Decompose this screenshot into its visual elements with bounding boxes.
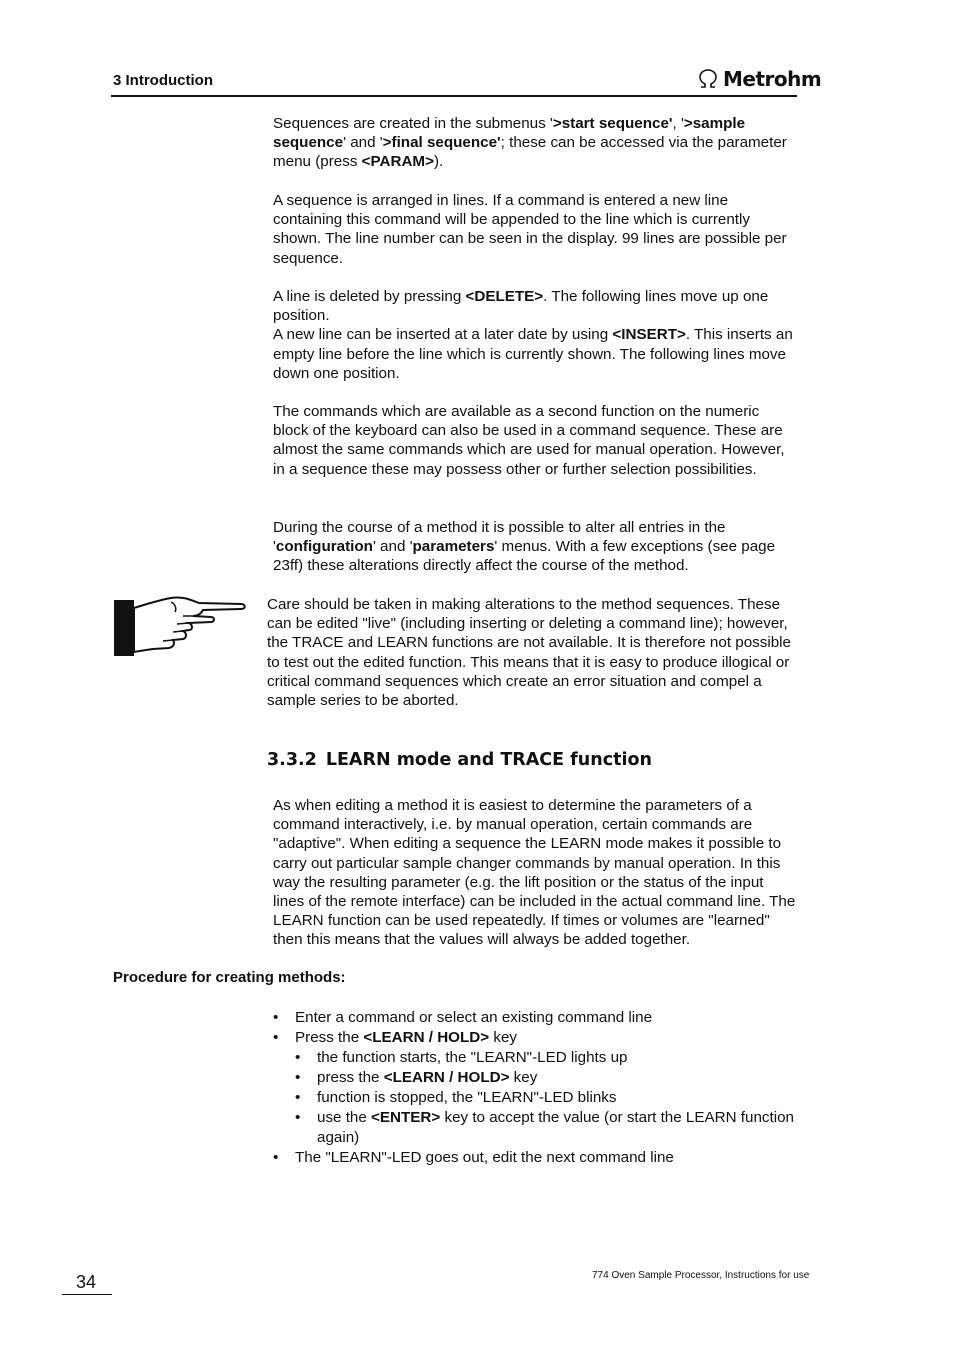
paragraph-delete-insert: A line is deleted by pressing <DELETE>. The following lines move up one position. A new line can be inserted at a later date by using <INSERT>. This inserts an empty line before the line which is currently shown. The following lines move down one position. xyxy=(273,288,793,382)
brand-logo xyxy=(697,66,821,92)
section-header: 3 Introduction xyxy=(113,72,213,89)
list-item: • press the <LEARN / HOLD> key xyxy=(295,1068,797,1088)
header-divider xyxy=(111,95,797,97)
paragraph-learn-mode: As when editing a method it is easiest to determine the parameters of a command interactively, i.e. by manual operation, certain commands are "adaptive". When editing a sequence the LEARN mode makes it possible to carry out particular sample changer commands by manual operation. In this way the resulting parameter (e.g. the lift position or the status of the input lines of the remote interface) can be included in the actual command line. The LEARN function can be used repeatedly. If times or volumes are "learned" then this means that the values will always be added together. xyxy=(273,797,796,949)
paragraph-alterations: During the course of a method it is possible to alter all entries in the 'configuration' and 'parameters' menus. With a few exceptions (see page 23ff) these alterations directly affect the course of the method. xyxy=(273,519,776,575)
paragraph-sequences: Sequences are created in the submenus '>start sequence', '>sample sequence' and '>final sequence'; these can be accessed via the parameter menu (press <PARAM>). xyxy=(273,115,787,171)
list-item: • Press the <LEARN / HOLD> key • the function starts, the "LEARN"-LED lights up • press the <LEARN / HOLD> key • function is stopped, the "LEARN"-LED blinks • use the <ENTER> key to accept the value (or start the LEARN function again) xyxy=(273,1028,797,1148)
list-item: • the function starts, the "LEARN"-LED lights up xyxy=(295,1048,797,1068)
procedure-list xyxy=(273,1008,797,1168)
procedure-title: Procedure for creating methods: xyxy=(113,969,346,986)
paragraph-lines: A sequence is arranged in lines. If a command is entered a new line containing this command will be appended to the line which is currently shown. The line number can be seen in the display. 99 lines are possible per sequence. xyxy=(273,192,787,267)
section-heading: 3.3.2 LEARN mode and TRACE function xyxy=(267,750,652,770)
pointing-hand-icon xyxy=(113,594,246,658)
omega-icon xyxy=(697,68,719,90)
list-item: • The "LEARN"-LED goes out, edit the next command line xyxy=(273,1148,797,1168)
brand-name: Metrohm xyxy=(723,67,822,91)
sub-list xyxy=(295,1048,797,1148)
footer-divider xyxy=(62,1294,112,1295)
list-item: • Enter a command or select an existing command line xyxy=(273,1008,797,1028)
page-number: 34 xyxy=(76,1272,97,1292)
paragraph-commands: The commands which are available as a second function on the numeric block of the keyboard can also be used in a command sequence. These are almost the same commands which are used for manual operation. However, in a sequence these may possess other or further selection possibilities. xyxy=(273,403,785,478)
list-item: • use the <ENTER> key to accept the value (or start the LEARN function again) xyxy=(295,1108,797,1148)
list-item: • function is stopped, the "LEARN"-LED blinks xyxy=(295,1088,797,1108)
warning-note: Care should be taken in making alterations to the method sequences. These can be edited "live" (including inserting or deleting a command line); however, the TRACE and LEARN functions are not available. It is therefore not possible to test out the edited function. This means that it is easy to produce illogical or critical command sequences which create an error situation and compel a sample series to be aborted. xyxy=(267,596,791,710)
document-title: 774 Oven Sample Processor, Instructions for use xyxy=(592,1270,810,1281)
